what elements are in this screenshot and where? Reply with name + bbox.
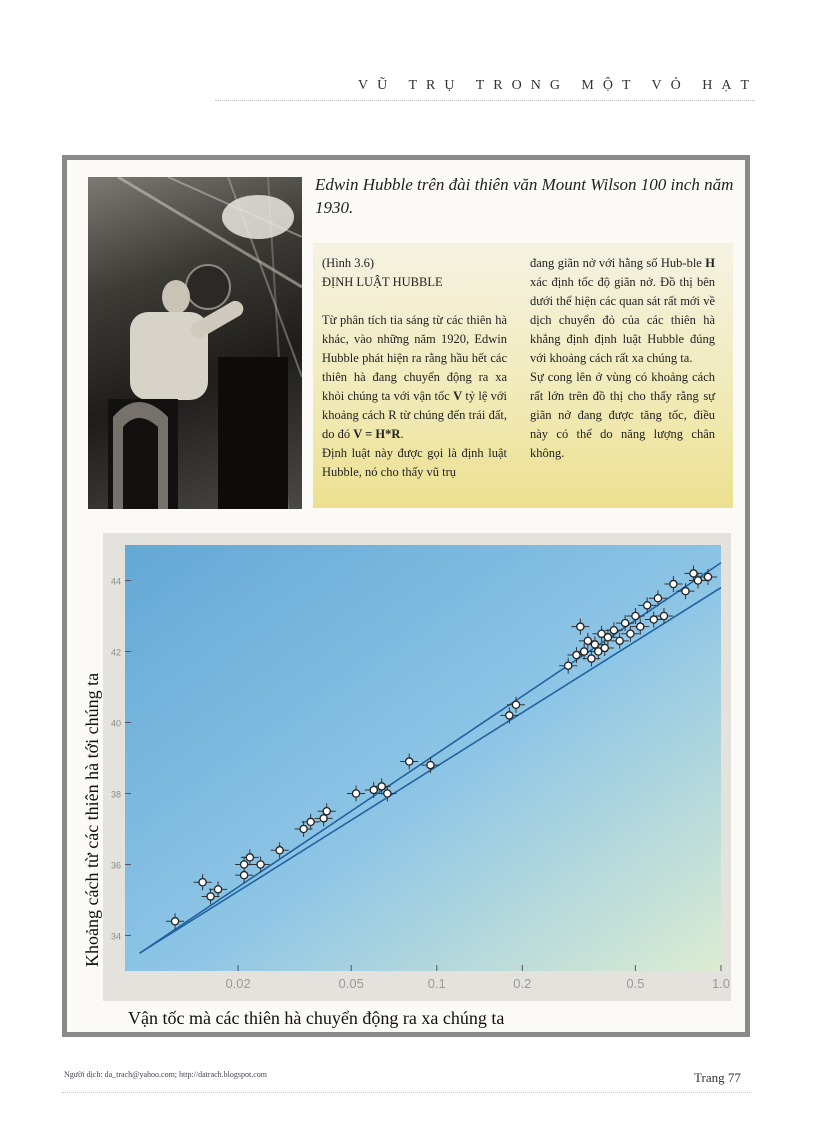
hubble-photo (88, 177, 302, 509)
photo-caption: Edwin Hubble trên đài thiên văn Mount Wilson 100 inch năm 1930. (315, 175, 734, 217)
x-tick-label-5: 0.5 (626, 976, 645, 991)
point-marker (565, 662, 572, 669)
point-marker (199, 879, 206, 886)
point-marker (601, 644, 608, 651)
point-marker (584, 637, 591, 644)
point-marker (320, 815, 327, 822)
y-tick-label-2: 36 (110, 860, 121, 871)
point-marker (241, 861, 248, 868)
point-marker (246, 854, 253, 861)
point-marker (610, 627, 617, 634)
point-marker (704, 573, 711, 580)
y-tick-label-3: 38 (110, 789, 121, 800)
point-marker (370, 786, 377, 793)
hubble-law-box (313, 243, 733, 508)
point-marker (694, 577, 701, 584)
point-marker (506, 712, 513, 719)
point-marker (654, 595, 661, 602)
point-marker (581, 648, 588, 655)
point-marker (171, 918, 178, 925)
point-marker (214, 886, 221, 893)
running-header: VŨ TRỤ TRONG MỘT VỎ HẠT (358, 78, 759, 93)
point-marker (257, 861, 264, 868)
point-marker (352, 790, 359, 797)
x-tick-label-1: 0.02 (225, 976, 251, 991)
point-marker (378, 783, 385, 790)
point-marker (637, 623, 644, 630)
infobox-paragraph-3: đang giãn nở với hằng số Hub-ble H xác định tốc độ giãn nở. Đồ thị bên dưới thể hiện các quan sát rất mới về dịch chuyển đỏ của các thiên hà khẳng định định luật Hubble đúng với khoảng cách rất xa chúng ta. (530, 256, 715, 365)
point-marker (406, 758, 413, 765)
y-tick-label-6: 44 (110, 576, 121, 587)
point-marker (644, 602, 651, 609)
point-marker (427, 762, 434, 769)
figure-reference: (Hình 3.6) (322, 256, 375, 270)
point-marker (300, 825, 307, 832)
point-marker (627, 630, 634, 637)
point-marker (650, 616, 657, 623)
point-marker (632, 612, 639, 619)
point-marker (690, 570, 697, 577)
x-tick-label-6: 1.0 (711, 976, 731, 991)
point-marker (276, 847, 283, 854)
infobox-heading: ĐỊNH LUẬT HUBBLE (322, 275, 443, 289)
infobox-paragraph-4: Sự cong lên ở vùng có khoảng cách rất lớn trên đồ thị cho thấy rằng sự giãn nở đang được tăng tốc, điều này có thể do năng lượng chân không. (530, 370, 715, 460)
y-tick-label-5: 42 (110, 647, 121, 658)
x-tick-label-2: 0.05 (338, 976, 364, 991)
footer-rule (62, 1092, 752, 1093)
point-marker (512, 701, 519, 708)
point-marker (604, 634, 611, 641)
header-rule (215, 100, 755, 101)
point-marker (323, 808, 330, 815)
infobox-column-left (322, 254, 507, 482)
point-marker (616, 637, 623, 644)
x-tick-label-3: 0.1 (427, 976, 446, 991)
point-marker (622, 620, 629, 627)
point-marker (682, 588, 689, 595)
x-tick-label-4: 0.2 (513, 976, 532, 991)
y-tick-label-1: 34 (110, 931, 121, 942)
point-marker (207, 893, 214, 900)
hubble-photo-illustration (88, 177, 302, 509)
point-marker (241, 872, 248, 879)
infobox-column-right (530, 254, 715, 463)
point-marker (660, 612, 667, 619)
point-marker (670, 580, 677, 587)
translator-credit: Người dịch: da_trach@yahoo.com; http://datrach.blogspot.com (64, 1070, 267, 1079)
chart-y-axis-label: Khoảng cách từ các thiên hà tới chúng ta (82, 672, 102, 967)
point-marker (591, 641, 598, 648)
y-tick-label-4: 40 (110, 718, 121, 729)
hubble-chart (103, 533, 731, 1001)
point-marker (307, 818, 314, 825)
infobox-paragraph-1: Từ phân tích tia sáng từ các thiên hà khác, vào những năm 1920, Edwin Hubble phát hiện ra rằng hầu hết các thiên hà đang chuyển động ra xa khỏi chúng ta với vận tốc V tỷ lệ với khoảng cách R từ chúng đến trái đất, do đó V = H*R. (322, 313, 507, 441)
hubble-chart-svg (103, 533, 731, 1001)
point-marker (573, 651, 580, 658)
chart-x-axis-label: Vận tốc mà các thiên hà chuyển động ra xa chúng ta (128, 1008, 505, 1028)
infobox-paragraph-2: Định luật này được gọi là định luật Hubble, nó cho thấy vũ trụ (322, 446, 507, 479)
point-marker (588, 655, 595, 662)
point-marker (577, 623, 584, 630)
point-marker (384, 790, 391, 797)
page-number: Trang 77 (694, 1070, 741, 1085)
